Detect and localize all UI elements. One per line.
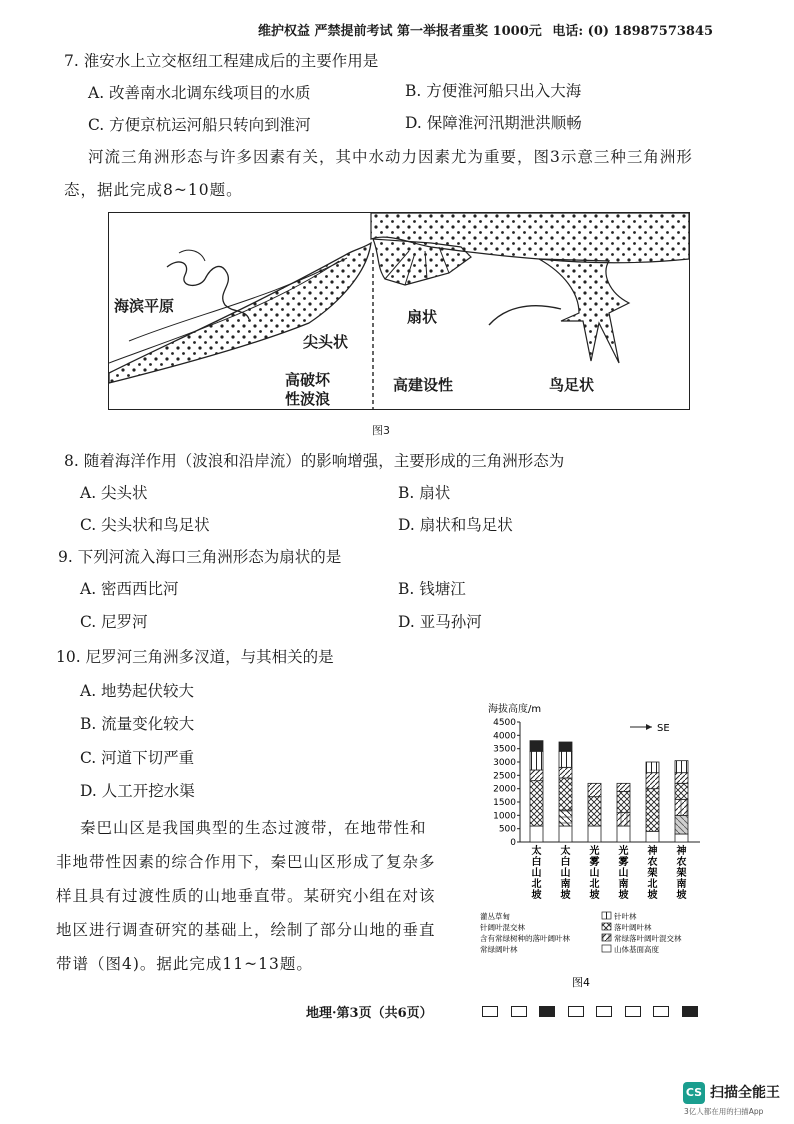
scanner-name: 扫描全能王 xyxy=(710,1085,780,1101)
q9-option-c: C. 尼罗河 xyxy=(80,613,148,631)
y-tick-label: 2000 xyxy=(493,784,516,795)
intro2-line4: 地区进行调查研究的基础上，绘制了部分山地的垂直 xyxy=(56,921,436,939)
q10-stem: 10. 尼罗河三角洲多汊道，与其相关的是 xyxy=(56,648,334,666)
bar-segment-base xyxy=(646,831,659,842)
q10-option-d: D. 人工开挖水渠 xyxy=(80,782,195,800)
bar-segment-conifer xyxy=(530,751,543,770)
bar-segment-mixed xyxy=(617,783,630,791)
q8-option-d: D. 扇状和鸟足状 xyxy=(398,516,513,534)
y-tick-label: 0 xyxy=(510,838,516,848)
x-category-label: 神农架北坡 xyxy=(647,846,658,901)
q7-stem: 7. 淮安水上立交枢纽工程建成后的主要作用是 xyxy=(64,52,379,70)
legend-swatch-base xyxy=(602,945,611,952)
scanner-logo-icon: CS xyxy=(683,1082,705,1104)
bar-segment-evdecmix xyxy=(675,799,688,815)
q10-option-a: A. 地势起伏较大 xyxy=(80,682,195,700)
intro2-line3: 样且具有过渡性质的山地垂直带。某研究小组在对该 xyxy=(56,887,436,905)
legend xyxy=(480,911,682,954)
label-cuspate: 尖头状 xyxy=(303,333,349,351)
bar-segment-deciduous xyxy=(588,797,601,826)
bar-segment-mixed xyxy=(530,770,543,781)
q9-option-b: B. 钱塘江 xyxy=(398,580,466,598)
x-category-label: 太白山北坡 xyxy=(531,846,542,901)
legend-swatch-evdecmix xyxy=(602,934,611,941)
intro1-line1: 河流三角洲形态与许多因素有关，其中水动力因素尤为重要，图3示意三种三角洲形 xyxy=(88,148,693,166)
fan-delta xyxy=(373,239,471,285)
q8-option-a: A. 尖头状 xyxy=(80,484,148,502)
legend-label-mixed: 针阔叶混交林 xyxy=(480,923,525,932)
bar-segment-base xyxy=(675,834,688,842)
bars-group xyxy=(530,741,688,842)
y-tick-label: 1000 xyxy=(493,811,516,822)
label-high-wave-1: 高破坏 xyxy=(285,371,331,389)
footer-box-empty xyxy=(653,1006,669,1017)
x-category-label: 太白山南坡 xyxy=(560,846,571,901)
bar-segment-base xyxy=(617,826,630,842)
footer-box-filled xyxy=(539,1006,555,1017)
legend-label-evmix: 含有常绿树种的落叶阔叶林 xyxy=(480,934,570,943)
footer-box-empty xyxy=(511,1006,527,1017)
y-tick-label: 500 xyxy=(498,824,516,835)
label-constructive: 高建设性 xyxy=(393,376,454,394)
y-tick-label: 1500 xyxy=(493,798,516,808)
label-bird-foot: 鸟足状 xyxy=(549,376,595,394)
q7-option-c: C. 方便京杭运河船只转向到淮河 xyxy=(88,116,311,134)
y-tick-label: 4500 xyxy=(493,718,516,728)
bar-segment-deciduous xyxy=(617,791,630,812)
figure-4-vertical-belts-chart xyxy=(480,700,720,1000)
page-footer: 地理·第3页（共6页） xyxy=(306,1006,433,1021)
bar-segment-deciduous xyxy=(646,789,659,832)
q8-option-c: C. 尖头状和鸟足状 xyxy=(80,516,210,534)
bar-segment-shrub xyxy=(530,741,543,752)
bar-segment-deciduous xyxy=(559,778,572,810)
q9-stem: 9. 下列河流入海口三角洲形态为扇状的是 xyxy=(58,548,342,566)
footer-box-filled xyxy=(682,1006,698,1017)
legend-label-base: 山体基面高度 xyxy=(614,945,659,954)
bar-segment-evdecmix xyxy=(617,813,630,826)
intro2-line1: 秦巴山区是我国典型的生态过渡带，在地带性和 xyxy=(80,819,427,837)
legend-swatch-deciduous xyxy=(602,923,611,930)
q8-option-b: B. 扇状 xyxy=(398,484,451,502)
bar-segment-shrub xyxy=(559,742,572,751)
footer-box-empty xyxy=(568,1006,584,1017)
bar-segment-base xyxy=(588,826,601,842)
q7-option-d: D. 保障淮河汛期泄洪顺畅 xyxy=(405,114,582,132)
legend-label-shrub: 灌丛草甸 xyxy=(480,912,510,921)
q7-option-b: B. 方便淮河船只出入大海 xyxy=(405,82,582,100)
figure-3-caption: 图3 xyxy=(372,424,390,437)
legend-label-deciduous: 落叶阔叶林 xyxy=(614,923,652,932)
header-unit: 元 xyxy=(528,24,542,39)
label-fan: 扇状 xyxy=(407,308,438,326)
figure-4-caption: 图4 xyxy=(572,976,590,989)
bar-segment-mixed xyxy=(675,773,688,784)
x-labels xyxy=(531,844,688,901)
q9-option-a: A. 密西西比河 xyxy=(80,580,179,598)
y-tick-label: 3500 xyxy=(493,744,516,755)
footer-box-empty xyxy=(625,1006,641,1017)
y-tick-label: 3000 xyxy=(493,758,516,768)
meander-river xyxy=(167,262,249,319)
direction-arrow-icon xyxy=(646,724,652,730)
bar-segment-conifer xyxy=(675,761,688,773)
intro2-line2: 非地带性因素的综合作用下，秦巴山区形成了复杂多 xyxy=(56,853,436,871)
bird-foot-delta xyxy=(539,259,629,363)
q10-option-c: C. 河道下切严重 xyxy=(80,749,195,767)
x-category-label: 神农架南坡 xyxy=(676,846,687,901)
bar-segment-evmix xyxy=(559,810,572,826)
bar-segment-evergreen xyxy=(675,815,688,834)
footer-box-empty xyxy=(482,1006,498,1017)
intro1-line2: 态，据此完成8~10题。 xyxy=(64,181,243,199)
scanner-slogan: 3亿人都在用的扫描App xyxy=(684,1107,764,1116)
bar-segment-mixed xyxy=(588,783,601,796)
header-amount: 1000 xyxy=(492,24,529,39)
header-notice xyxy=(258,20,713,39)
header-phone: (0) 18987573845 xyxy=(587,24,714,39)
bar-segment-mixed xyxy=(559,767,572,778)
label-high-wave-2: 性波浪 xyxy=(285,390,331,408)
bar-segment-deciduous xyxy=(675,783,688,799)
bar-segment-conifer xyxy=(559,751,572,767)
bar-segment-base xyxy=(530,826,543,842)
q9-option-d: D. 亚马孙河 xyxy=(398,613,482,631)
q8-stem: 8. 随着海洋作用（波浪和沿岸流）的影响增强，主要形成的三角洲形态为 xyxy=(64,452,565,470)
legend-label-evergreen: 常绿阔叶林 xyxy=(480,945,518,954)
x-category-label: 光雾山北坡 xyxy=(589,846,600,901)
intro2-line5: 带谱（图4)。据此完成11~13题。 xyxy=(56,955,313,973)
label-coastal-plain: 海滨平原 xyxy=(114,297,175,315)
bar-segment-conifer xyxy=(646,762,659,773)
legend-swatch-conifer xyxy=(602,912,611,919)
figure-3-delta-diagram xyxy=(108,212,690,410)
y-tick-label: 2500 xyxy=(493,771,516,782)
bar-segment-mixed xyxy=(646,773,659,789)
legend-label-conifer: 针叶林 xyxy=(614,912,637,921)
legend-label-evdecmix: 常绿落叶阔叶混交林 xyxy=(614,934,682,943)
bar-segment-base xyxy=(559,826,572,842)
q10-option-b: B. 流量变化较大 xyxy=(80,715,195,733)
y-tick-label: 4000 xyxy=(493,731,516,742)
q7-option-a: A. 改善南水北调东线项目的水质 xyxy=(88,84,311,102)
header-phone-label: 电话: xyxy=(552,24,584,39)
x-category-label: 光雾山南坡 xyxy=(618,846,629,901)
bar-segment-deciduous xyxy=(530,781,543,826)
footer-box-empty xyxy=(596,1006,612,1017)
header-left: 维护权益 严禁提前考试 第一举报者重奖 xyxy=(258,24,489,39)
direction-label: SE xyxy=(657,723,670,734)
chart-ylabel: 海拔高度/m xyxy=(488,704,542,715)
